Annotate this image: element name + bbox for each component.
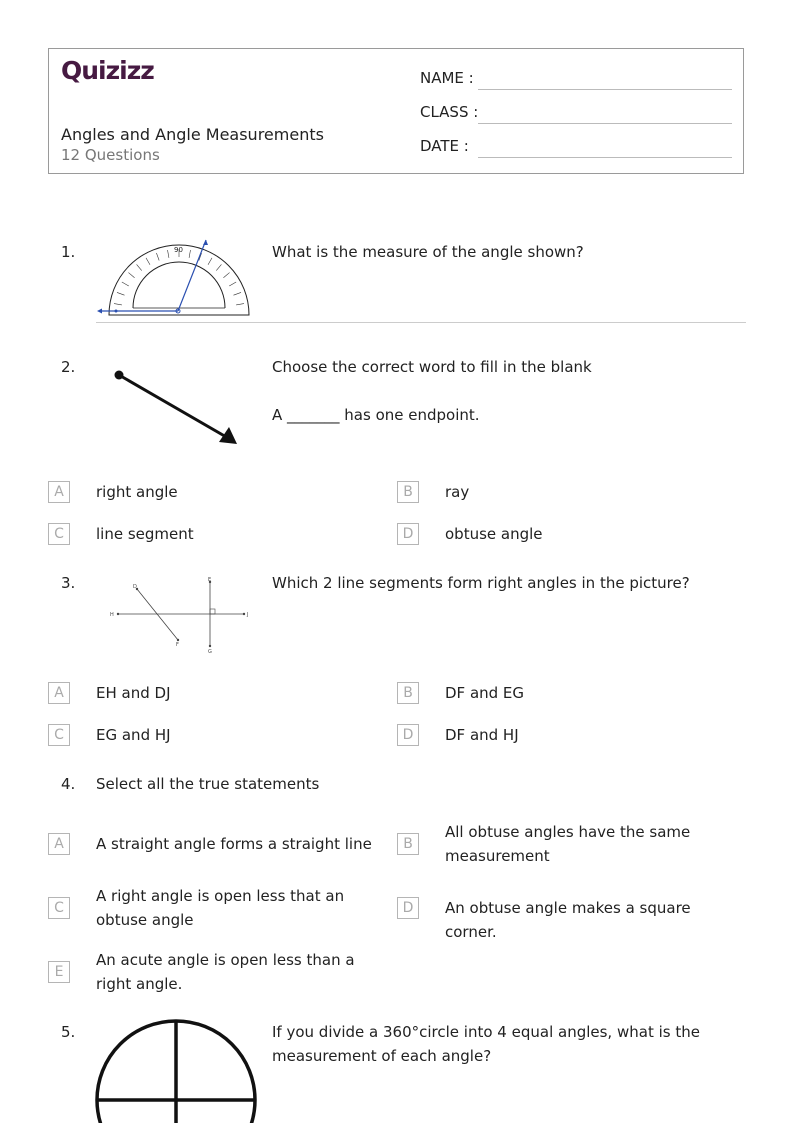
q2-option-a-letter[interactable]: A bbox=[48, 481, 70, 503]
class-label: CLASS : bbox=[420, 103, 479, 121]
q4-option-d-text[interactable]: An obtuse angle makes a square corner. bbox=[445, 899, 691, 941]
date-label: DATE : bbox=[420, 137, 469, 155]
q4-option-e-text[interactable]: An acute angle is open less than a right angle. bbox=[96, 951, 355, 993]
q4-option-a-text[interactable]: A straight angle forms a straight line bbox=[96, 835, 372, 853]
class-field[interactable] bbox=[478, 123, 732, 124]
q3-option-d-text[interactable]: DF and HJ bbox=[445, 726, 519, 744]
label-e: E bbox=[208, 577, 212, 583]
line-segments-image bbox=[104, 574, 256, 656]
protractor-90-label: 90 bbox=[174, 246, 183, 254]
q3-option-c-text[interactable]: EG and HJ bbox=[96, 726, 171, 744]
question-4-text: Select all the true statements bbox=[96, 775, 320, 793]
question-1-divider bbox=[96, 322, 746, 323]
question-2-number: 2. bbox=[61, 358, 76, 376]
q3-option-a-letter[interactable]: A bbox=[48, 682, 70, 704]
question-2-text: Choose the correct word to fill in the blank bbox=[272, 358, 592, 376]
q2-option-c-letter[interactable]: C bbox=[48, 523, 70, 545]
q2-option-d-text[interactable]: obtuse angle bbox=[445, 525, 543, 543]
question-5-number: 5. bbox=[61, 1023, 76, 1041]
label-j: J bbox=[247, 612, 249, 618]
q4-option-a-letter[interactable]: A bbox=[48, 833, 70, 855]
divided-circle-image bbox=[94, 1018, 259, 1123]
q2-option-b-text[interactable]: ray bbox=[445, 483, 470, 501]
question-3-text: Which 2 line segments form right angles in the picture? bbox=[272, 574, 690, 592]
label-f: F bbox=[176, 642, 179, 648]
q2-option-d-letter[interactable]: D bbox=[397, 523, 419, 545]
label-d: D bbox=[133, 584, 137, 590]
label-g: G bbox=[208, 649, 212, 655]
q4-option-e-letter[interactable]: E bbox=[48, 961, 70, 983]
date-field[interactable] bbox=[478, 157, 732, 158]
q4-option-c-text[interactable]: A right angle is open less that an obtuse angle bbox=[96, 887, 345, 929]
name-field[interactable] bbox=[478, 89, 732, 90]
question-1-number: 1. bbox=[61, 243, 76, 261]
question-3-number: 3. bbox=[61, 574, 76, 592]
q4-option-b-text[interactable]: All obtuse angles have the same measurement bbox=[445, 823, 691, 865]
quizizz-logo: Quizizz bbox=[61, 56, 154, 85]
q2-option-a-text[interactable]: right angle bbox=[96, 483, 178, 501]
q2-option-c-text[interactable]: line segment bbox=[96, 525, 194, 543]
q3-option-b-letter[interactable]: B bbox=[397, 682, 419, 704]
q4-option-c-letter[interactable]: C bbox=[48, 897, 70, 919]
worksheet-title: Angles and Angle Measurements bbox=[61, 125, 324, 144]
q3-option-c-letter[interactable]: C bbox=[48, 724, 70, 746]
q4-option-d-letter[interactable]: D bbox=[397, 897, 419, 919]
q3-option-b-text[interactable]: DF and EG bbox=[445, 684, 525, 702]
name-label: NAME : bbox=[420, 69, 474, 87]
ray-image bbox=[96, 358, 256, 450]
question-4-number: 4. bbox=[61, 775, 76, 793]
q3-option-a-text[interactable]: EH and DJ bbox=[96, 684, 171, 702]
question-1-text: What is the measure of the angle shown? bbox=[272, 243, 584, 261]
label-h: H bbox=[110, 612, 114, 618]
q4-option-b-letter[interactable]: B bbox=[397, 833, 419, 855]
question-count: 12 Questions bbox=[61, 146, 160, 164]
q3-option-d-letter[interactable]: D bbox=[397, 724, 419, 746]
protractor-image bbox=[96, 236, 254, 320]
question-5-text: If you divide a 360°circle into 4 equal angles, what is the measurement of each angle? bbox=[272, 1023, 700, 1065]
question-2-blank-sentence: A _______ has one endpoint. bbox=[272, 406, 480, 424]
q2-option-b-letter[interactable]: B bbox=[397, 481, 419, 503]
